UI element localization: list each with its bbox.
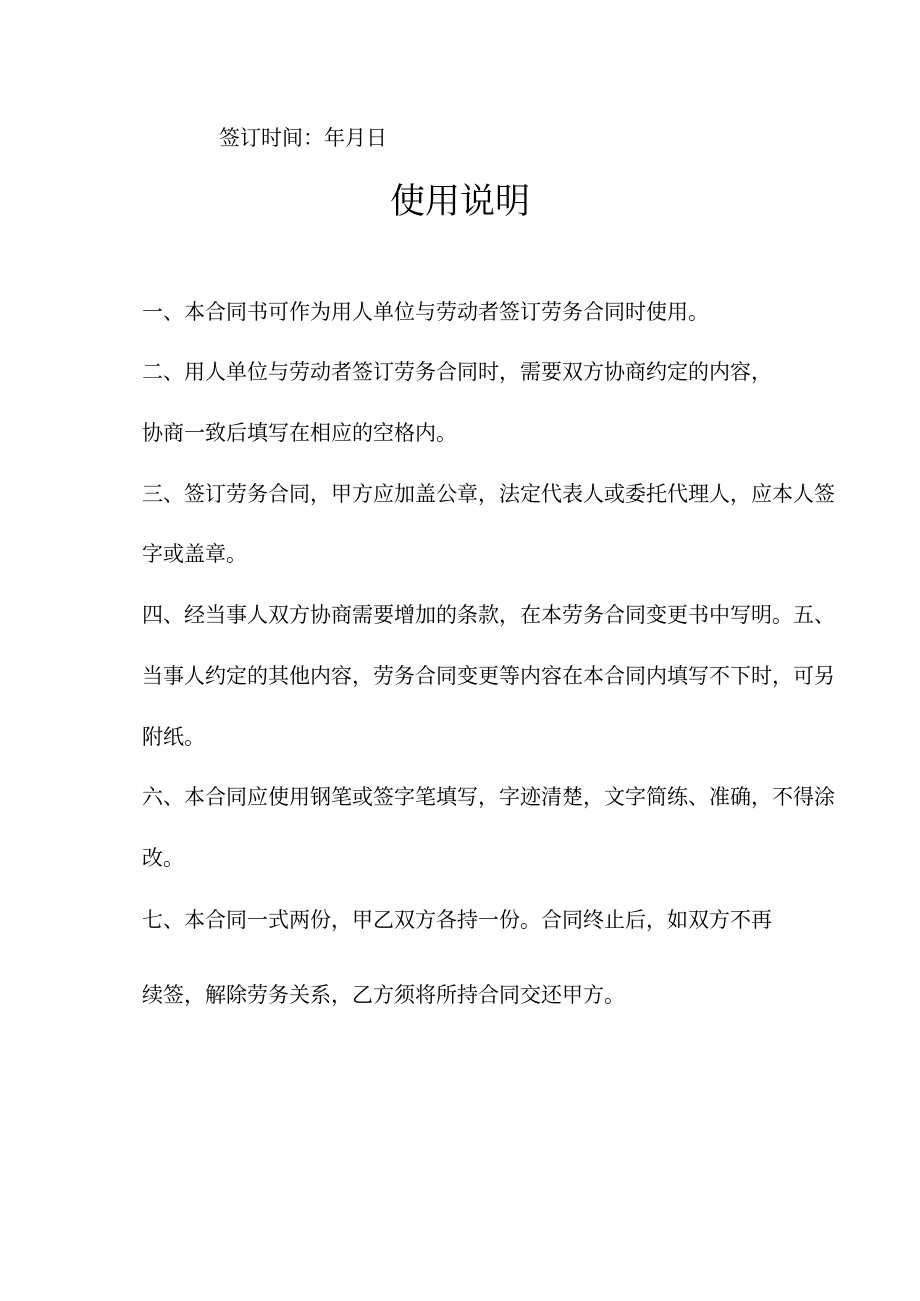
instruction-line-5: 字或盖章。: [142, 542, 247, 566]
page-title: 使用说明: [389, 182, 530, 222]
instruction-line-9: 六、本合同应使用钢笔或签字笔填写，字迹清楚，文字简练、准确，不得涂: [142, 785, 835, 809]
instruction-line-7: 当事人约定的其他内容，劳务合同变更等内容在本合同内填写不下时，可另: [142, 664, 835, 688]
instruction-line-2: 二、用人单位与劳动者签订劳务合同时，需要双方协商约定的内容，: [142, 360, 772, 384]
instruction-line-12: 续签，解除劳务关系，乙方须将所持合同交还甲方。: [142, 983, 625, 1007]
signing-date-line: 签订时间：年月日: [219, 126, 387, 150]
instruction-line-4: 三、签订劳务合同，甲方应加盖公章，法定代表人或委托代理人，应本人签: [142, 482, 835, 506]
instruction-line-11: 七、本合同一式两份，甲乙双方各持一份。合同终止后，如双方不再: [142, 908, 772, 932]
instruction-line-8: 附纸。: [142, 725, 205, 749]
instruction-line-6: 四、经当事人双方协商需要增加的条款，在本劳务合同变更书中写明。五、: [142, 603, 835, 627]
instruction-line-3: 协商一致后填写在相应的空格内。: [142, 421, 457, 445]
instruction-line-1: 一、本合同书可作为用人单位与劳动者签订劳务合同时使用。: [142, 300, 709, 324]
instruction-line-10: 改。: [142, 846, 184, 870]
